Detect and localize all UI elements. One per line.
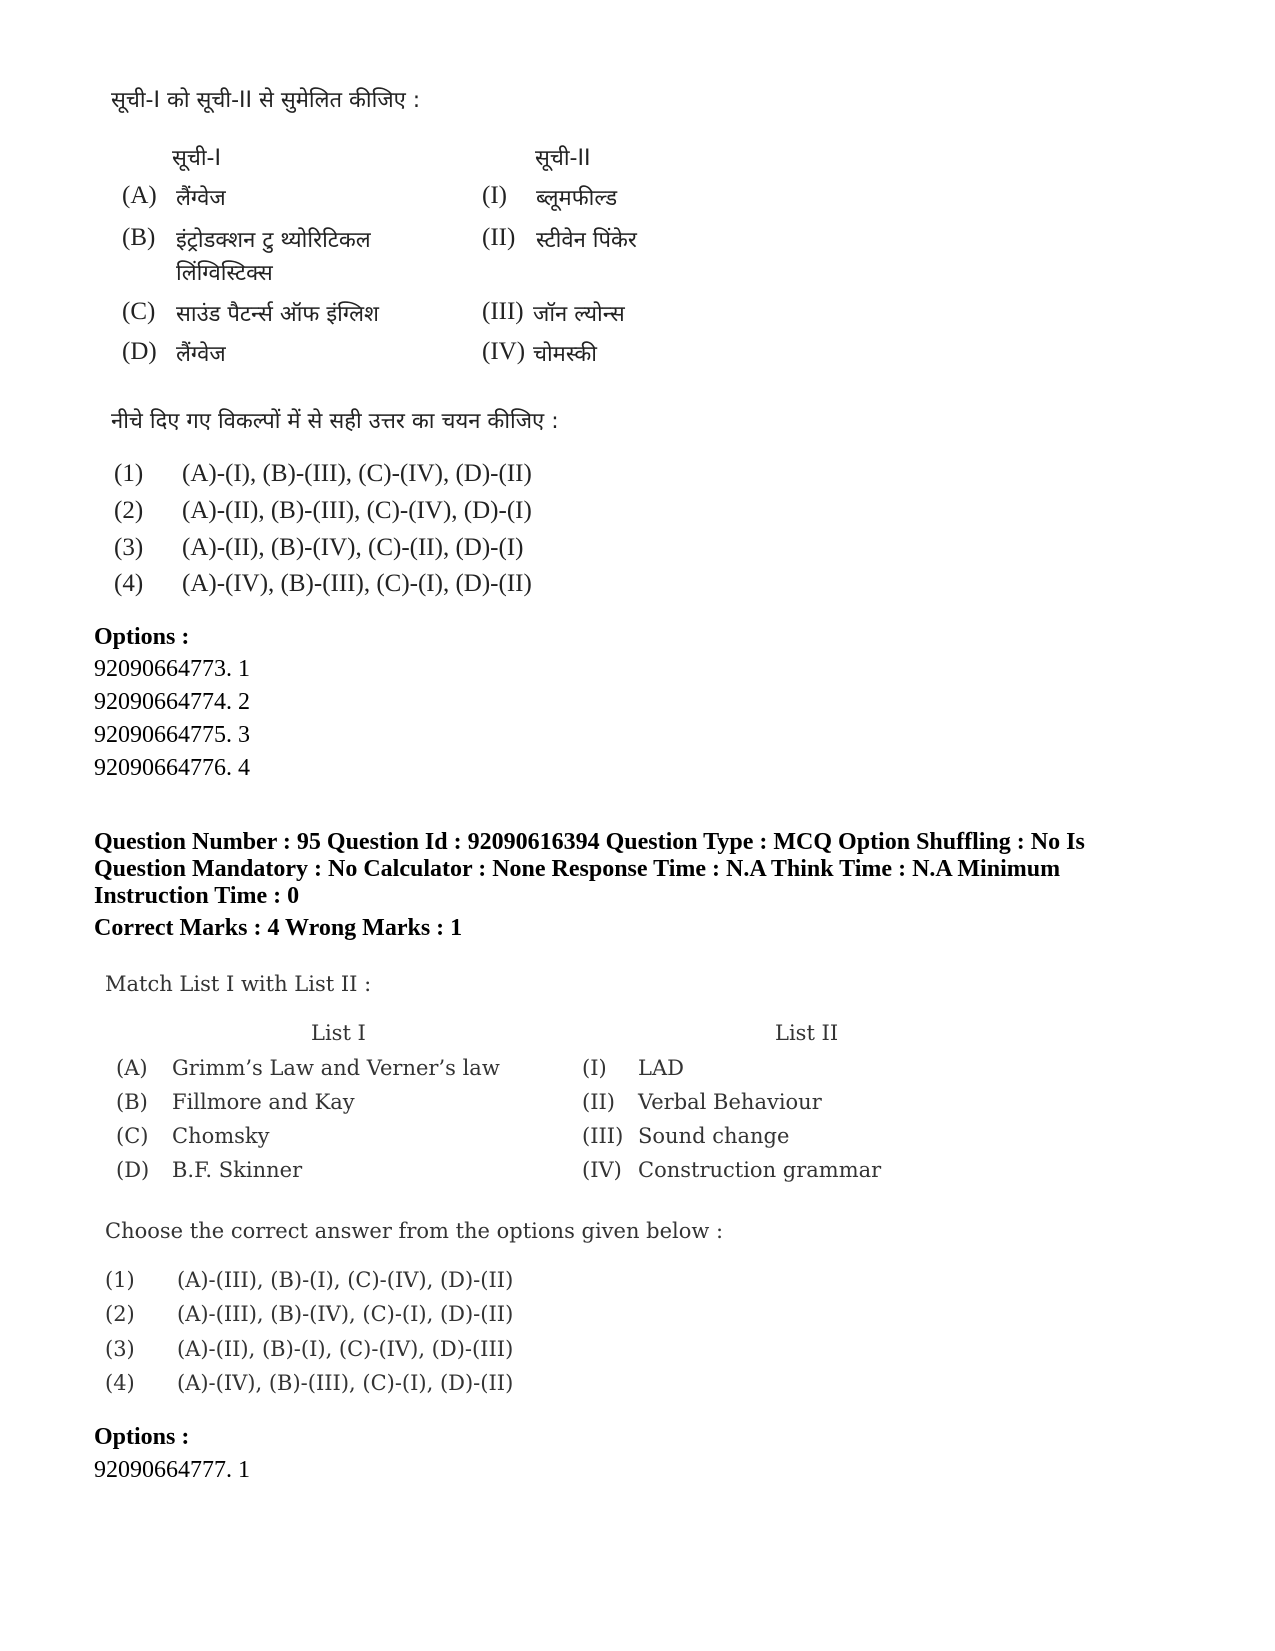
q94-list2-item: स्टीवेन पिंकेर [536,228,637,253]
q95-list2-label: (II) [582,1090,615,1114]
q95-meta: Question Number : 95 Question Id : 92090616394 Question Type : MCQ Option Shuffling : No Is [94,829,1085,855]
q94-list1-label: (B) [122,224,156,251]
q95-list1-item: Fillmore and Kay [172,1090,355,1114]
q94-list1-item-cont: लिंग्विस्टिक्स [176,261,273,286]
q94-list2-label: (I) [482,182,507,209]
q95-list1-label: (D) [116,1158,150,1182]
q95-list1-item: Grimm’s Law and Verner’s law [172,1056,500,1080]
q94-options-label: Options : [94,624,190,650]
q94-list1-item: साउंड पैटर्न्स ऑफ इंग्लिश [176,302,379,327]
q95-instruction: Match List I with List II : [105,972,372,996]
q95-choice-text: (A)-(IV), (B)-(III), (C)-(I), (D)-(II) [177,1371,514,1395]
q95-list2-label: (IV) [582,1158,622,1182]
q95-option-id: 92090664777. 1 [94,1457,250,1483]
q95-list1-heading: List I [311,1021,366,1045]
q94-choice-number: (4) [114,570,144,597]
q94-choice-text: (A)-(II), (B)-(III), (C)-(IV), (D)-(I) [182,497,532,524]
q94-list1-item: इंट्रोडक्शन टु थ्योरिटिकल [176,228,371,253]
q94-list2-label: (II) [482,224,516,251]
q95-list2-item: Verbal Behaviour [638,1090,822,1114]
q95-choice-number: (4) [105,1371,135,1395]
q94-list1-label: (A) [122,182,157,209]
q95-list1-label: (B) [116,1090,148,1114]
q94-choice-number: (2) [114,497,144,524]
q94-choice-number: (1) [114,460,144,487]
q94-option-id: 92090664773. 1 [94,656,250,682]
q94-option-id: 92090664774. 2 [94,689,250,715]
q94-choose-prompt: नीचे दिए गए विकल्पों में से सही उत्तर का चयन कीजिए : [111,409,559,434]
q94-option-id: 92090664775. 3 [94,722,250,748]
q95-choice-number: (2) [105,1302,135,1326]
q95-choice-text: (A)-(III), (B)-(I), (C)-(IV), (D)-(II) [177,1268,514,1292]
q94-list2-item: जॉन ल्योन्स [533,302,625,327]
q95-choice-number: (3) [105,1337,135,1361]
q95-list2-item: Sound change [638,1124,790,1148]
q95-choice-number: (1) [105,1268,135,1292]
q94-list2-heading: सूची-II [535,146,591,171]
q95-list2-item: LAD [638,1056,684,1080]
q95-choice-text: (A)-(III), (B)-(IV), (C)-(I), (D)-(II) [177,1302,514,1326]
q94-list1-label: (C) [122,298,156,325]
q95-meta: Instruction Time : 0 [94,883,300,909]
q95-choose-prompt: Choose the correct answer from the options given below : [105,1219,724,1243]
q94-choice-text: (A)-(I), (B)-(III), (C)-(IV), (D)-(II) [182,460,532,487]
q94-list2-item: चोमस्की [533,342,597,367]
q95-list2-label: (I) [582,1056,607,1080]
q95-meta: Question Mandatory : No Calculator : None Response Time : N.A Think Time : N.A Minimum [94,856,1061,882]
q94-list1-heading: सूची-I [172,146,221,171]
q95-list1-label: (C) [116,1124,149,1148]
q95-marks: Correct Marks : 4 Wrong Marks : 1 [94,915,463,941]
q94-instruction: सूची-I को सूची-II से सुमेलित कीजिए : [111,88,421,113]
q94-choice-text: (A)-(II), (B)-(IV), (C)-(II), (D)-(I) [182,534,524,561]
q95-list2-item: Construction grammar [638,1158,882,1182]
q95-list2-label: (III) [582,1124,624,1148]
q95-list1-item: Chomsky [172,1124,270,1148]
q94-choice-text: (A)-(IV), (B)-(III), (C)-(I), (D)-(II) [182,570,532,597]
q94-list1-label: (D) [122,338,157,365]
q94-list1-item: लैंग्वेज [176,342,226,367]
q94-list2-label: (IV) [482,338,526,365]
q95-list2-heading: List II [775,1021,839,1045]
q95-choice-text: (A)-(II), (B)-(I), (C)-(IV), (D)-(III) [177,1337,514,1361]
q95-list1-item: B.F. Skinner [172,1158,303,1182]
q94-option-id: 92090664776. 4 [94,755,250,781]
q95-options-label: Options : [94,1424,190,1450]
q95-list1-label: (A) [116,1056,148,1080]
q94-list2-label: (III) [482,298,524,325]
q94-list1-item: लैंग्वेज [176,186,226,211]
q94-list2-item: ब्लूमफील्ड [536,186,618,211]
q94-choice-number: (3) [114,534,144,561]
